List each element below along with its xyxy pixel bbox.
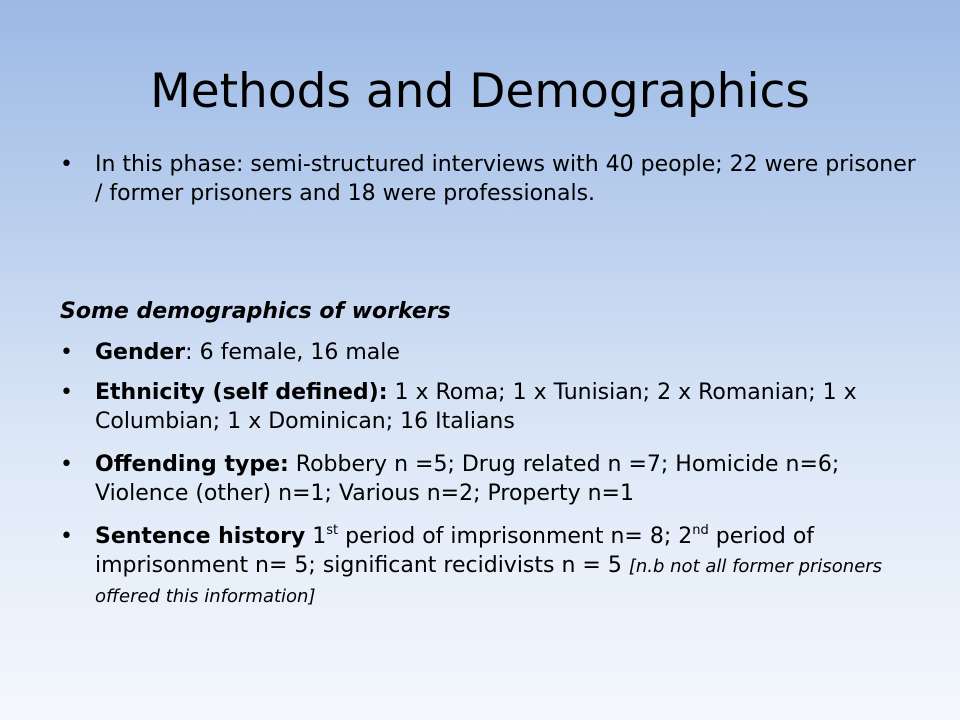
- bullet-dot: •: [60, 524, 73, 549]
- bullet-offending-type: [60, 450, 920, 508]
- sentence-note: [n.b not all former prisoners offered this information]: [95, 556, 883, 607]
- bullet-ethnicity: [60, 378, 920, 436]
- bullet-interviews: [60, 150, 920, 208]
- sentence-part3: period of imprisonment n= 5; significant recidivists n = 5: [95, 524, 815, 578]
- demographics-subheading: Some demographics of workers: [60, 299, 451, 324]
- bullet-dot: •: [60, 340, 73, 365]
- bullet-dot: •: [60, 152, 73, 177]
- offending-label: Offending type:: [95, 452, 289, 477]
- bullet-dot: •: [60, 452, 73, 477]
- sentence-sup2: nd: [692, 523, 709, 538]
- sentence-label: Sentence history: [95, 524, 306, 549]
- ethnicity-text: [95, 378, 920, 436]
- slide-title: Methods and Demographics: [150, 64, 810, 119]
- ethnicity-value: 1 x Roma; 1 x Tunisian; 2 x Romanian; 1 x Columbian; 1 x Dominican; 16 Italians: [95, 380, 857, 434]
- sentence-part1: 1: [305, 524, 327, 549]
- gender-text: [95, 338, 920, 367]
- bullet-dot: •: [60, 380, 73, 405]
- sentence-part2: period of imprisonment n= 8; 2: [338, 524, 693, 549]
- offending-value: Robbery n =5; Drug related n =7; Homicide n=6; Violence (other) n=1; Various n=2; Property n=1: [95, 452, 840, 506]
- gender-value: : 6 female, 16 male: [185, 340, 400, 365]
- bullet-sentence-history: [60, 522, 920, 611]
- gender-label: Gender: [95, 340, 186, 365]
- sentence-sup1: st: [326, 523, 339, 538]
- interviews-text: In this phase: semi-structured interviews with 40 people; 22 were prisoner / former prisoners and 18 were professionals.: [95, 152, 916, 206]
- offending-text: [95, 450, 920, 508]
- sentence-text: [95, 522, 920, 611]
- ethnicity-label: Ethnicity (self defined):: [95, 380, 388, 405]
- bullet-gender: [60, 338, 920, 367]
